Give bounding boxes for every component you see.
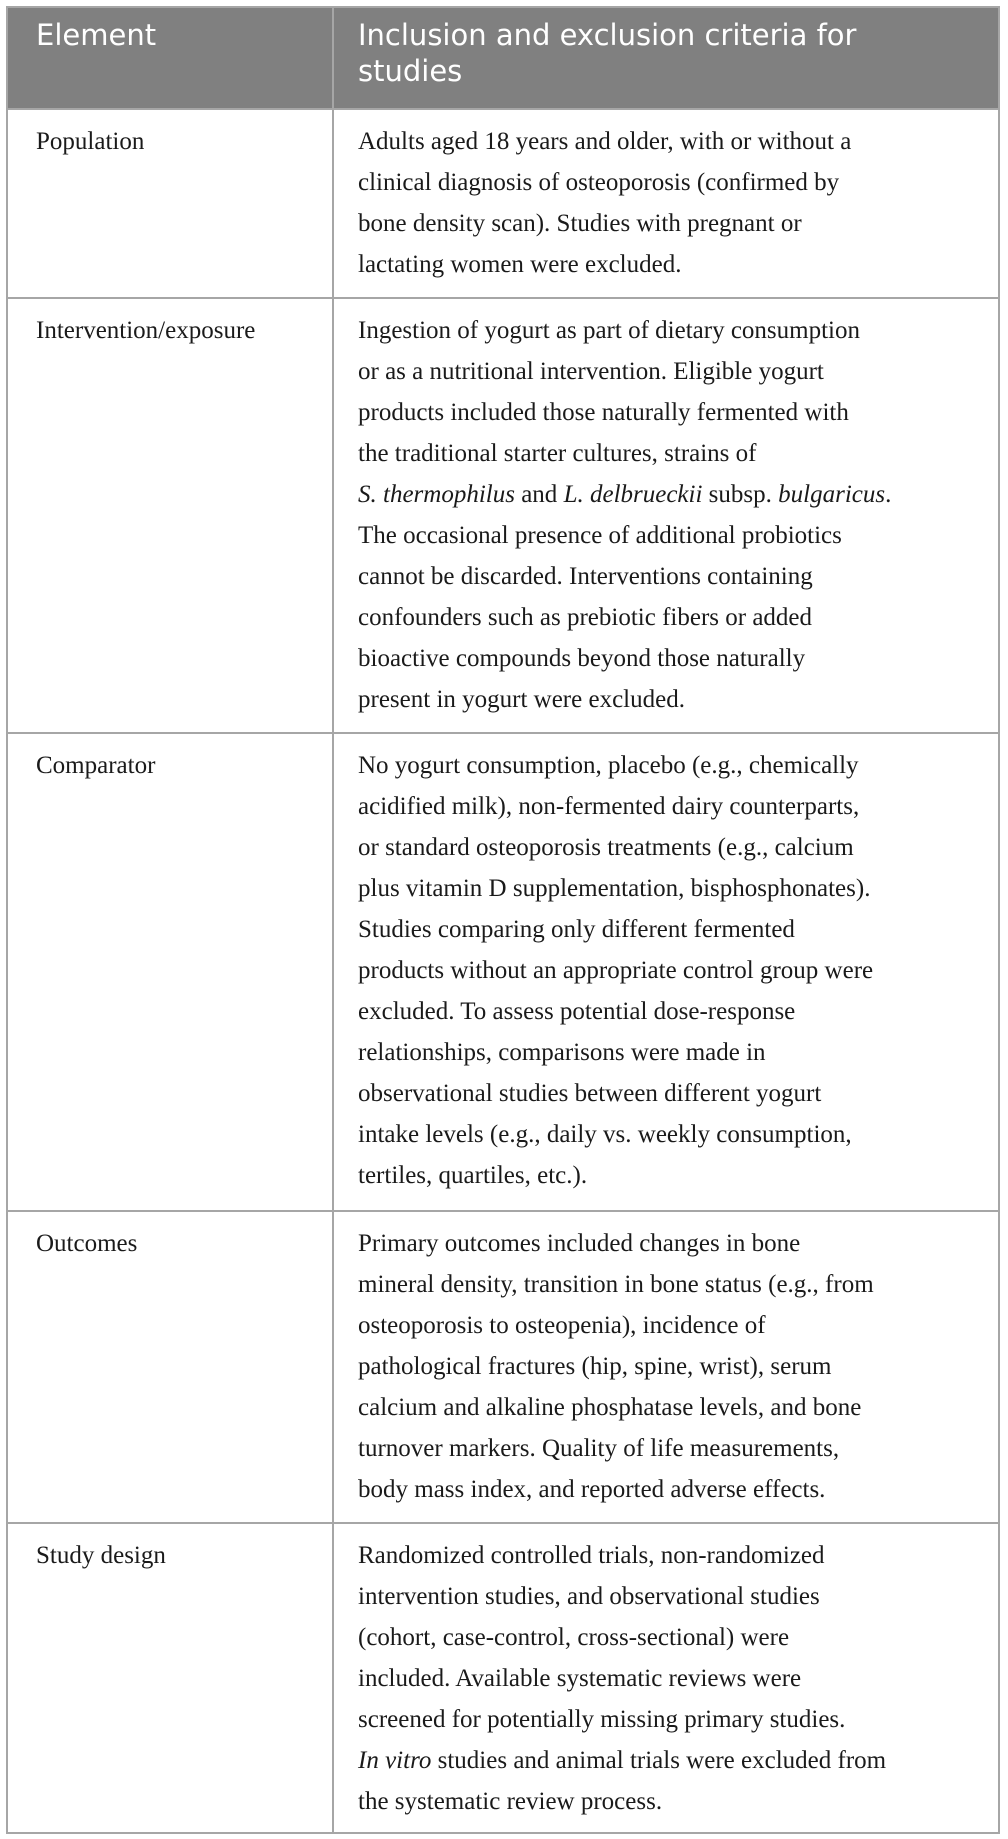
text-segment: The occasional presence of additional probiotics [358, 522, 842, 549]
header-criteria-label [358, 8, 982, 89]
criteria-table [6, 6, 1000, 1834]
criteria-line [358, 1699, 982, 1740]
text-segment: . [885, 481, 892, 508]
text-segment: turnover markers. Quality of life measurements, [358, 1435, 840, 1462]
table-header [8, 8, 998, 110]
criteria-line [358, 1223, 982, 1264]
text-segment: products without an appropriate control group were [358, 957, 874, 984]
header-criteria-line-2: studies [358, 54, 463, 88]
text-segment: Adults aged 18 years and older, with or without a [358, 128, 852, 155]
criteria-line [358, 1535, 982, 1576]
criteria-line [358, 1346, 982, 1387]
text-segment: intervention studies, and observational studies [358, 1583, 820, 1610]
italic-term: L. delbrueckii [563, 481, 703, 508]
criteria-line [358, 745, 982, 786]
text-segment: (cohort, case-control, cross-sectional) were [358, 1624, 790, 1651]
text-segment: and [514, 481, 564, 508]
text-segment: the systematic review process. [358, 1788, 663, 1815]
text-segment: osteoporosis to osteopenia), incidence of [358, 1312, 766, 1339]
criteria-line [358, 1155, 982, 1196]
criteria-line [358, 1740, 982, 1781]
criteria-line [358, 556, 982, 597]
criteria-line [358, 868, 982, 909]
criteria-line [358, 1781, 982, 1822]
text-segment: bone density scan). Studies with pregnant or [358, 210, 802, 237]
criteria-cell [334, 110, 998, 297]
criteria-line [358, 786, 982, 827]
table-row [8, 1212, 998, 1524]
text-segment: mineral density, transition in bone status (e.g., from [358, 1271, 874, 1298]
criteria-cell [334, 734, 998, 1210]
text-segment: included. Available systematic reviews were [358, 1665, 802, 1692]
text-segment: pathological fractures (hip, spine, wrist), serum [358, 1353, 832, 1380]
element-cell: Study design [8, 1524, 334, 1832]
table-row [8, 110, 998, 299]
text-segment: the traditional starter cultures, strains of [358, 440, 757, 467]
text-segment: Randomized controlled trials, non-randomized [358, 1542, 825, 1569]
italic-term: In vitro [358, 1747, 432, 1774]
criteria-line [358, 433, 982, 474]
criteria-cell [334, 1212, 998, 1522]
text-segment: calcium and alkaline phosphatase levels, and bone [358, 1394, 862, 1421]
text-segment: bioactive compounds beyond those naturally [358, 645, 806, 672]
criteria-line [358, 351, 982, 392]
text-segment: products included those naturally fermented with [358, 399, 849, 426]
element-cell: Outcomes [8, 1212, 334, 1522]
criteria-line [358, 597, 982, 638]
element-cell: Population [8, 110, 334, 297]
header-cell-element [8, 8, 334, 108]
criteria-line [358, 991, 982, 1032]
criteria-line [358, 679, 982, 720]
header-element-label: Element [36, 18, 157, 52]
text-segment: present in yogurt were excluded. [358, 686, 685, 713]
text-segment: studies and animal trials were excluded from [431, 1747, 887, 1774]
criteria-line [358, 1114, 982, 1155]
text-segment: Studies comparing only different fermented [358, 916, 795, 943]
text-segment: intake levels (e.g., daily vs. weekly consumption, [358, 1121, 852, 1148]
criteria-line [358, 1576, 982, 1617]
element-cell: Intervention/exposure [8, 299, 334, 732]
italic-term: S. thermophilus [358, 481, 515, 508]
criteria-line [358, 474, 982, 515]
criteria-line [358, 638, 982, 679]
text-segment: Primary outcomes included changes in bone [358, 1230, 801, 1257]
criteria-line [358, 121, 982, 162]
criteria-cell [334, 299, 998, 732]
text-segment: lactating women were excluded. [358, 251, 682, 278]
text-segment: or as a nutritional intervention. Eligible yogurt [358, 358, 824, 385]
header-criteria-line-1: Inclusion and exclusion criteria for [358, 18, 857, 52]
criteria-cell [334, 1524, 998, 1832]
text-segment: subsp. [702, 481, 779, 508]
text-segment: plus vitamin D supplementation, bisphosphonates). [358, 875, 871, 902]
text-segment: tertiles, quartiles, etc.). [358, 1162, 588, 1189]
criteria-line [358, 310, 982, 351]
text-segment: No yogurt consumption, placebo (e.g., chemically [358, 752, 859, 779]
criteria-line [358, 1387, 982, 1428]
table-row [8, 1524, 998, 1832]
element-cell: Comparator [8, 734, 334, 1210]
criteria-line [358, 1073, 982, 1114]
criteria-line [358, 1264, 982, 1305]
text-segment: or standard osteoporosis treatments (e.g., calcium [358, 834, 854, 861]
text-segment: cannot be discarded. Interventions containing [358, 563, 813, 590]
text-segment: Ingestion of yogurt as part of dietary consumption [358, 317, 860, 344]
criteria-line [358, 1617, 982, 1658]
criteria-line [358, 1469, 982, 1510]
criteria-line [358, 827, 982, 868]
criteria-line [358, 515, 982, 556]
criteria-line [358, 203, 982, 244]
header-cell-criteria [334, 8, 998, 108]
criteria-line [358, 1658, 982, 1699]
criteria-line [358, 909, 982, 950]
text-segment: clinical diagnosis of osteoporosis (confirmed by [358, 169, 840, 196]
table-row [8, 299, 998, 734]
criteria-line [358, 1305, 982, 1346]
italic-term: bulgaricus [778, 481, 886, 508]
criteria-line [358, 1428, 982, 1469]
criteria-line [358, 950, 982, 991]
text-segment: acidified milk), non-fermented dairy counterparts, [358, 793, 860, 820]
criteria-line [358, 244, 982, 285]
text-segment: relationships, comparisons were made in [358, 1039, 766, 1066]
criteria-line [358, 392, 982, 433]
text-segment: confounders such as prebiotic fibers or added [358, 604, 813, 631]
criteria-line [358, 162, 982, 203]
text-segment: screened for potentially missing primary studies. [358, 1706, 846, 1733]
table-row [8, 734, 998, 1212]
text-segment: observational studies between different yogurt [358, 1080, 822, 1107]
text-segment: excluded. To assess potential dose-response [358, 998, 796, 1025]
criteria-line [358, 1032, 982, 1073]
text-segment: body mass index, and reported adverse effects. [358, 1476, 826, 1503]
